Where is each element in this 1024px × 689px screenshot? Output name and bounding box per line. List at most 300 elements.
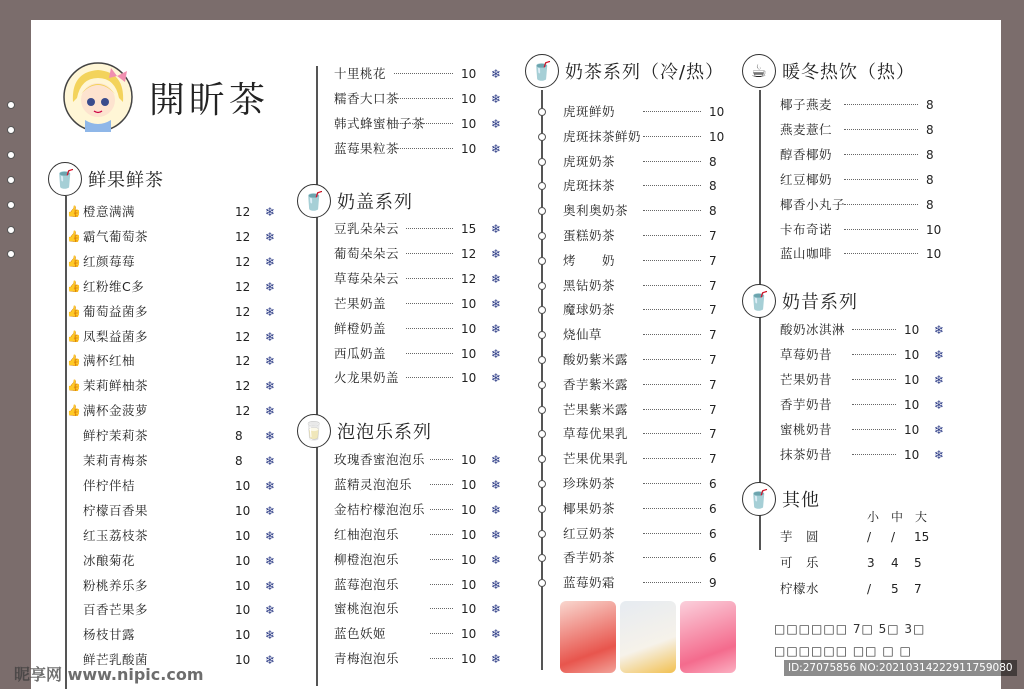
- item-name: 蓝莓泡泡乐: [334, 576, 400, 592]
- item-name: 茉莉青梅茶: [83, 453, 149, 468]
- menu-item[interactable]: [780, 244, 960, 264]
- item-name: 柠檬水: [780, 581, 820, 596]
- item-price: 12: [235, 304, 251, 319]
- item-price: 10: [904, 422, 920, 437]
- leader-dots: [844, 104, 918, 105]
- item-price: 12: [235, 279, 251, 294]
- item-name: 蛋糕奶茶: [563, 228, 616, 243]
- item-name: 红颜莓莓: [83, 253, 136, 269]
- footer-note-2: □□□□□□ □□ □ □: [774, 644, 912, 658]
- menu-item[interactable]: [67, 302, 293, 322]
- snowflake-icon: ❄: [265, 254, 276, 269]
- item-price: 10: [235, 628, 251, 643]
- item-price: 8: [709, 179, 717, 194]
- timeline-dot: [7, 176, 15, 184]
- snowflake-icon: ❄: [491, 67, 502, 81]
- timeline-dot: [538, 554, 546, 562]
- item-price: 9: [709, 576, 717, 591]
- item-price: 8: [709, 154, 717, 169]
- timeline-dot: [7, 151, 15, 159]
- menu-item[interactable]: [563, 102, 763, 122]
- item-price: 7: [709, 253, 717, 268]
- item-price: 7: [709, 353, 717, 367]
- item-price: 8: [235, 429, 243, 444]
- item-name: 橙意满满: [83, 204, 136, 219]
- menu-item[interactable]: [83, 526, 293, 546]
- timeline-dot: [7, 250, 15, 258]
- item-price: 10: [235, 503, 251, 518]
- snowflake-icon: ❄: [265, 628, 276, 643]
- item-price: 10: [235, 528, 251, 543]
- leader-dots: [844, 204, 918, 205]
- item-name: 韩式蜂蜜柚子茶: [334, 115, 426, 131]
- menu-item[interactable]: [780, 320, 960, 340]
- footer-note-1: □□□□□□ 7□ 5□ 3□: [774, 622, 926, 636]
- item-name: 香芋奶茶: [563, 550, 616, 566]
- menu-item[interactable]: [334, 525, 514, 545]
- cup-icon: 🥤: [297, 184, 331, 218]
- cup-icon: 🥤: [742, 482, 776, 516]
- leader-dots: [394, 123, 453, 124]
- item-name: 芋 圆: [780, 529, 820, 544]
- size-price-large: 7: [914, 582, 922, 596]
- item-name: 魔球奶茶: [563, 302, 616, 318]
- leader-dots: [643, 433, 701, 434]
- menu-item[interactable]: [83, 576, 293, 596]
- item-name: 芒果奶昔: [780, 371, 833, 387]
- menu-item[interactable]: [563, 350, 763, 370]
- size-price-large: 5: [914, 556, 922, 570]
- menu-item[interactable]: [67, 202, 293, 222]
- item-name: 柳橙泡泡乐: [334, 551, 400, 567]
- menu-item[interactable]: [83, 451, 293, 471]
- snowflake-icon: ❄: [491, 91, 502, 106]
- item-price: 10: [709, 105, 725, 119]
- item-name: 卡布奇诺: [780, 221, 833, 237]
- item-name: 红豆奶茶: [563, 525, 616, 541]
- snowflake-icon: ❄: [491, 527, 502, 542]
- item-price: 8: [926, 147, 934, 162]
- item-name: 香芋奶昔: [780, 396, 833, 412]
- menu-item[interactable]: [334, 114, 514, 134]
- leader-dots: [394, 148, 453, 149]
- leader-dots: [643, 359, 701, 360]
- leader-dots: [643, 185, 701, 186]
- snowflake-icon: ❄: [934, 347, 945, 362]
- leader-dots: [406, 328, 453, 329]
- watermark-site: 昵享网 www.nipic.com: [14, 665, 204, 684]
- leader-dots: [643, 557, 701, 558]
- menu-item[interactable]: [780, 145, 960, 165]
- item-price: 10: [235, 553, 251, 568]
- size-price-medium: /: [891, 530, 896, 544]
- item-price: 7: [709, 303, 717, 318]
- item-name: 酸奶紫米露: [563, 352, 629, 367]
- leader-dots: [643, 285, 701, 286]
- cup-icon: 🥤: [525, 54, 559, 88]
- snowflake-icon: ❄: [265, 229, 276, 244]
- menu-item[interactable]: [67, 327, 293, 347]
- item-name: 黑钻奶茶: [563, 277, 616, 293]
- menu-item[interactable]: [563, 176, 763, 196]
- menu-item[interactable]: [67, 227, 293, 247]
- snowflake-icon: ❄: [491, 453, 502, 467]
- menu-item[interactable]: [334, 139, 514, 159]
- thumbs-up-icon: 👍: [67, 279, 81, 293]
- menu-item[interactable]: [563, 375, 763, 395]
- item-price: 8: [926, 197, 934, 212]
- item-name: 虎斑抹茶鲜奶: [563, 128, 642, 144]
- menu-item[interactable]: [334, 599, 514, 619]
- menu-item[interactable]: [563, 201, 763, 221]
- menu-item[interactable]: [67, 376, 293, 396]
- item-price: 12: [235, 254, 251, 269]
- item-price: 10: [461, 321, 477, 336]
- item-name: 柠檬百香果: [83, 502, 149, 518]
- leader-dots: [852, 404, 896, 405]
- section-bubble-header: [297, 414, 432, 448]
- leader-dots: [406, 377, 453, 378]
- leader-dots: [643, 483, 701, 484]
- menu-item[interactable]: [563, 499, 763, 519]
- leader-dots: [852, 354, 896, 355]
- menu-item[interactable]: [334, 450, 514, 470]
- item-name: 醇香椰奶: [780, 146, 833, 162]
- section-other-header: [742, 482, 820, 516]
- leader-dots: [844, 179, 918, 180]
- menu-item[interactable]: [563, 276, 763, 296]
- menu-item[interactable]: [563, 524, 763, 544]
- menu-item[interactable]: [563, 424, 763, 444]
- leader-dots: [844, 253, 918, 254]
- item-name: 草莓朵朵云: [334, 270, 400, 286]
- snowflake-icon: ❄: [265, 429, 276, 444]
- thumbs-up-icon: 👍: [67, 205, 81, 218]
- menu-item[interactable]: [67, 277, 293, 297]
- item-price: 10: [461, 627, 477, 642]
- item-price: 12: [235, 205, 251, 219]
- timeline-dot: [538, 232, 546, 240]
- menu-item[interactable]: [563, 127, 763, 147]
- section-foam-title: 奶盖系列: [337, 192, 413, 213]
- section-shake-header: [742, 284, 858, 318]
- item-name: 椰香小丸子: [780, 196, 846, 212]
- item-name: 虎斑鲜奶: [563, 104, 616, 119]
- snowflake-icon: ❄: [491, 296, 502, 311]
- item-price: 12: [235, 379, 251, 394]
- menu-item[interactable]: [334, 244, 514, 264]
- leader-dots: [430, 608, 453, 609]
- item-name: 红玉荔枝茶: [83, 527, 149, 543]
- menu-item[interactable]: [780, 527, 950, 547]
- menu-item[interactable]: [780, 195, 960, 215]
- timeline-dot: [538, 530, 546, 538]
- item-name: 金桔柠檬泡泡乐: [334, 501, 426, 517]
- menu-item[interactable]: [563, 400, 763, 420]
- menu-item[interactable]: [83, 426, 293, 446]
- menu-item[interactable]: [563, 226, 763, 246]
- leader-dots: [643, 533, 701, 534]
- timeline-dot: [538, 579, 546, 587]
- menu-item[interactable]: [334, 219, 514, 239]
- item-price: 12: [461, 246, 477, 261]
- menu-item[interactable]: [563, 474, 763, 494]
- menu-item[interactable]: [780, 220, 960, 240]
- brand-logo: [63, 62, 133, 132]
- item-name: 葡萄朵朵云: [334, 245, 400, 261]
- menu-item[interactable]: [563, 449, 763, 469]
- item-name: 蜜桃奶昔: [780, 421, 833, 437]
- item-name: 霸气葡萄茶: [83, 228, 149, 244]
- item-price: 8: [235, 454, 243, 468]
- timeline-dot: [538, 381, 546, 389]
- menu-item[interactable]: [334, 344, 514, 364]
- section-milktea-header: [525, 54, 724, 88]
- item-price: 7: [709, 328, 717, 343]
- item-name: 草莓奶昔: [780, 346, 833, 362]
- snowflake-icon: ❄: [491, 246, 502, 261]
- menu-item[interactable]: [334, 319, 514, 339]
- menu-item[interactable]: [83, 501, 293, 521]
- snowflake-icon: ❄: [491, 222, 502, 236]
- item-name: 酸奶冰淇淋: [780, 322, 846, 337]
- snowflake-icon: ❄: [265, 279, 276, 294]
- size-header-small: 小: [867, 510, 880, 524]
- menu-item[interactable]: [780, 395, 960, 415]
- menu-item[interactable]: [334, 500, 514, 520]
- leader-dots: [852, 379, 896, 380]
- leader-dots: [643, 111, 701, 112]
- item-price: 12: [235, 229, 251, 244]
- leader-dots: [430, 534, 453, 535]
- timeline-dot: [538, 207, 546, 215]
- leader-dots: [643, 210, 701, 211]
- item-price: 10: [461, 141, 477, 156]
- thumbs-up-icon: 👍: [67, 379, 81, 393]
- menu-item[interactable]: [334, 649, 514, 669]
- item-name: 满杯金菠萝: [83, 403, 149, 419]
- thumbs-up-icon: 👍: [67, 404, 81, 418]
- snowflake-icon: ❄: [491, 577, 502, 592]
- menu-item[interactable]: [334, 368, 514, 388]
- item-price: 8: [926, 122, 934, 137]
- section-fruit-header: [48, 162, 164, 196]
- leader-dots: [406, 278, 453, 279]
- item-name: 凤梨益菌多: [83, 328, 149, 344]
- leader-dots: [643, 309, 701, 310]
- leader-dots: [643, 384, 701, 385]
- leader-dots: [430, 509, 453, 510]
- size-header-large: 大: [915, 510, 928, 524]
- item-price: 6: [709, 526, 717, 541]
- leader-dots: [643, 458, 701, 459]
- item-price: 12: [235, 329, 251, 344]
- item-name: 伴柠伴桔: [83, 477, 136, 493]
- timeline-dot: [538, 158, 546, 166]
- item-name: 火龙果奶盖: [334, 370, 400, 386]
- menu-item[interactable]: [780, 370, 960, 390]
- menu-item[interactable]: [780, 345, 960, 365]
- thumbs-up-icon: 👍: [67, 329, 81, 343]
- item-price: 10: [904, 372, 920, 387]
- item-name: 茉莉鲜柚茶: [83, 378, 149, 394]
- thumbs-up-icon: 👍: [67, 229, 81, 243]
- snowflake-icon: ❄: [265, 205, 276, 219]
- item-price: 8: [709, 204, 717, 219]
- snowflake-icon: ❄: [491, 371, 502, 386]
- item-name: 蓝山咖啡: [780, 246, 833, 262]
- size-price-small: 3: [867, 556, 875, 570]
- snowflake-icon: ❄: [265, 503, 276, 518]
- snowflake-icon: ❄: [491, 346, 502, 361]
- item-name: 红柚泡泡乐: [334, 526, 400, 542]
- leader-dots: [430, 459, 453, 460]
- leader-dots: [406, 353, 453, 354]
- leader-dots: [852, 429, 896, 430]
- timeline-dot: [538, 257, 546, 265]
- leader-dots: [852, 329, 896, 330]
- timeline-dot: [538, 505, 546, 513]
- menu-item[interactable]: [334, 64, 514, 84]
- section-winter-title: 暖冬热饮（热）: [782, 62, 915, 83]
- menu-item[interactable]: [780, 579, 950, 599]
- item-price: 10: [461, 116, 477, 131]
- size-price-small: /: [867, 582, 872, 596]
- menu-item[interactable]: [334, 575, 514, 595]
- item-price: 10: [461, 477, 477, 492]
- item-price: 10: [926, 247, 942, 262]
- menu-item[interactable]: [334, 269, 514, 289]
- menu-item[interactable]: [334, 89, 514, 109]
- item-name: 椰果奶茶: [563, 500, 616, 516]
- snowflake-icon: ❄: [491, 271, 502, 286]
- menu-item[interactable]: [334, 624, 514, 644]
- drink-photo-milk: [620, 601, 676, 673]
- item-price: 10: [461, 67, 477, 81]
- snowflake-icon: ❄: [934, 447, 945, 462]
- item-name: 西瓜奶盖: [334, 345, 387, 361]
- snowflake-icon: ❄: [491, 502, 502, 517]
- item-name: 豆乳朵朵云: [334, 221, 400, 236]
- snowflake-icon: ❄: [265, 354, 276, 369]
- menu-item[interactable]: [780, 420, 960, 440]
- snowflake-icon: ❄: [265, 478, 276, 493]
- item-price: 7: [709, 278, 717, 293]
- size-price-medium: 5: [891, 582, 899, 596]
- timeline-dot: [7, 201, 15, 209]
- menu-item[interactable]: [563, 325, 763, 345]
- menu-item[interactable]: [334, 550, 514, 570]
- section-foam-header: [297, 184, 413, 218]
- menu-item[interactable]: [780, 95, 960, 115]
- timeline-dot: [538, 356, 546, 364]
- cup-icon: 🥤: [48, 162, 82, 196]
- menu-item[interactable]: [83, 625, 293, 645]
- item-price: 10: [461, 453, 477, 467]
- leader-dots: [394, 73, 453, 74]
- item-name: 冰酿菊花: [83, 552, 136, 568]
- item-name: 青梅泡泡乐: [334, 651, 400, 667]
- item-name: 烤 奶: [563, 252, 616, 268]
- item-name: 玫瑰香蜜泡泡乐: [334, 452, 426, 467]
- menu-item[interactable]: [780, 120, 960, 140]
- menu-item[interactable]: [563, 548, 763, 568]
- snowflake-icon: ❄: [265, 454, 276, 468]
- watermark-id: ID:27075856 NO:20210314222911759080: [784, 660, 1017, 676]
- girl-avatar-icon: [63, 62, 133, 132]
- item-price: 6: [709, 477, 717, 491]
- item-name: 抹茶奶昔: [780, 446, 833, 462]
- leader-dots: [643, 508, 701, 509]
- menu-item[interactable]: [334, 294, 514, 314]
- item-price: 10: [461, 577, 477, 592]
- item-name: 蓝精灵泡泡乐: [334, 476, 413, 492]
- leader-dots: [406, 253, 453, 254]
- timeline-dot: [7, 126, 15, 134]
- timeline-dot: [538, 455, 546, 463]
- menu-item[interactable]: [563, 573, 763, 593]
- menu-item[interactable]: [780, 170, 960, 190]
- item-price: 10: [904, 323, 920, 337]
- menu-item[interactable]: [83, 551, 293, 571]
- timeline-dot: [538, 480, 546, 488]
- menu-item[interactable]: [563, 251, 763, 271]
- section-other-title: 其他: [782, 490, 820, 511]
- leader-dots: [844, 154, 918, 155]
- item-price: 10: [904, 447, 920, 462]
- item-name: 杨枝甘露: [83, 627, 136, 643]
- item-name: 蓝莓果粒茶: [334, 140, 400, 156]
- item-name: 糯香大口茶: [334, 90, 400, 106]
- item-price: 10: [461, 346, 477, 361]
- leader-dots: [844, 129, 918, 130]
- item-name: 粉桃养乐多: [83, 577, 149, 593]
- snowflake-icon: ❄: [491, 141, 502, 156]
- size-header-medium: 中: [891, 510, 904, 524]
- menu-item[interactable]: [83, 600, 293, 620]
- menu-item[interactable]: [563, 152, 763, 172]
- menu-item[interactable]: [67, 252, 293, 272]
- menu-item[interactable]: [67, 351, 293, 371]
- leader-dots: [430, 559, 453, 560]
- glass-icon: 🥛: [297, 414, 331, 448]
- leader-dots: [430, 584, 453, 585]
- item-name: 十里桃花: [334, 66, 387, 81]
- item-name: 蓝莓奶霜: [563, 575, 616, 591]
- timeline-dot: [538, 306, 546, 314]
- timeline-dot: [538, 282, 546, 290]
- item-price: 10: [709, 129, 725, 144]
- item-price: 10: [235, 578, 251, 593]
- menu-item[interactable]: [67, 401, 293, 421]
- snowflake-icon: ❄: [265, 404, 276, 419]
- menu-item[interactable]: [563, 300, 763, 320]
- menu-item[interactable]: [780, 553, 950, 573]
- item-price: 10: [461, 91, 477, 106]
- section-bubble-title: 泡泡乐系列: [337, 422, 432, 443]
- item-price: 10: [461, 502, 477, 517]
- item-name: 可 乐: [780, 555, 820, 570]
- menu-item[interactable]: [83, 476, 293, 496]
- cup-icon: 🥤: [742, 284, 776, 318]
- menu-item[interactable]: [334, 475, 514, 495]
- size-price-medium: 4: [891, 556, 899, 570]
- item-name: 蜜桃泡泡乐: [334, 601, 400, 617]
- item-price: 12: [461, 271, 477, 286]
- leader-dots: [643, 260, 701, 261]
- snowflake-icon: ❄: [265, 304, 276, 319]
- menu-item[interactable]: [780, 445, 960, 465]
